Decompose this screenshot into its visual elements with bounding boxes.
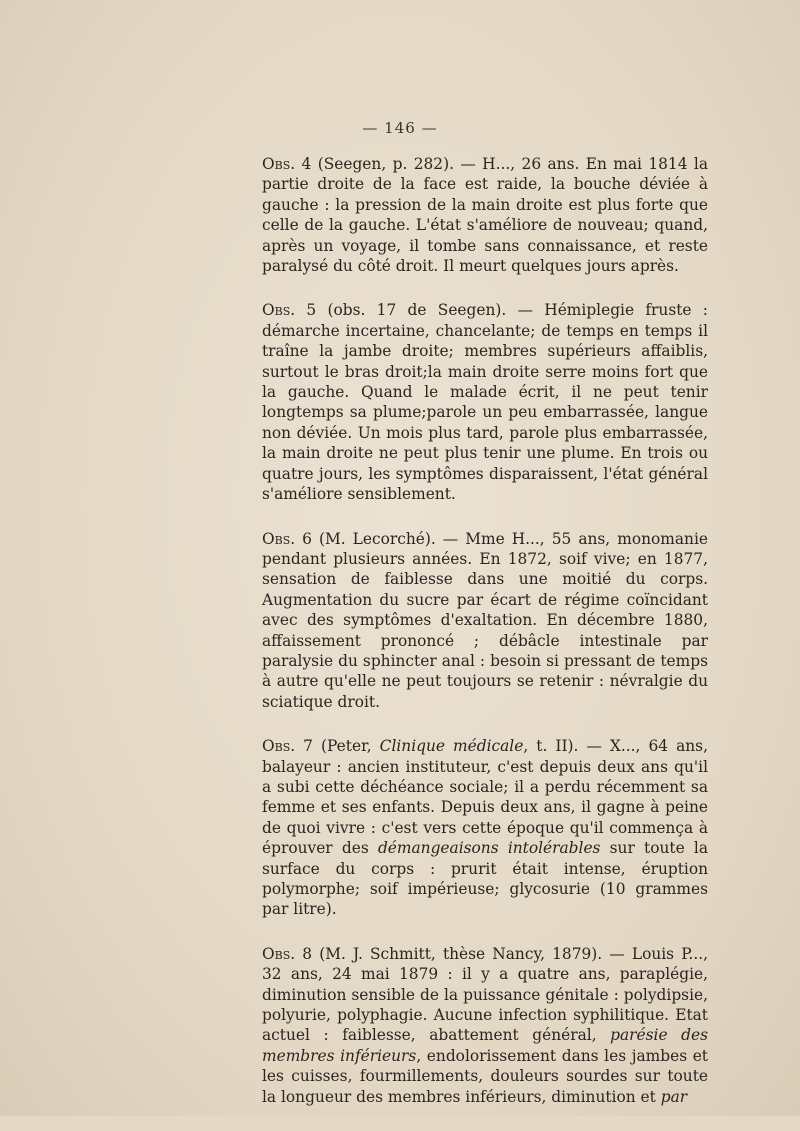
observation-text: (M. J. Schmitt, thèse Nancy, 1879). — Louis P..., 32 ans, 24 mai 1879 : il y a quatre ans, paraplégie, diminution sensible de la puissance génitale : polydipsie, polyurie, polyphagie. Aucune infection syphilitique. Etat actuel : faiblesse, abattement général, [262, 944, 708, 1045]
observation-label: Obs. 6 [262, 529, 312, 548]
observation-6 [262, 529, 708, 713]
observation-4 [262, 154, 708, 276]
observation-label: Obs. 7 [262, 737, 313, 756]
observation-label: Obs. 4 [262, 155, 312, 173]
italic-term: parésie des membres inférieurs [262, 1026, 708, 1065]
observation-text: , endolorissement dans les jambes et les cuisses, fourmillements, douleurs sourdes sur toute la longueur des membres inférieurs, diminution et [262, 1046, 708, 1106]
observation-text: (Peter, [312, 737, 380, 756]
italic-term: démangeaisons intolérables [377, 839, 601, 858]
observation-text: , t. II). — X..., 64 ans, balayeur : ancien instituteur, c'est depuis deux ans qu'il a subi cette déchéance sociale; il a perdu récemment sa femme et ses enfants. Depuis deux ans, il gagne à peine de quoi vivre : c'est vers cette époque qu'il commença à éprouver des [262, 737, 708, 858]
observation-8 [262, 944, 708, 1107]
observation-label: Obs. 5 [262, 301, 317, 320]
observation-text: (obs. 17 de Seegen). — Hémiplegie fruste : démarche incertaine, chancelante; de temps en temps il traîne la jambe droite; membres supérieurs affaiblis, surtout le bras droit;la main droite serre moins fort que la gauche. Quand le malade écrit, il ne peut tenir longtemps sa plume;parole un peu embarrassée, langue non déviée. Un mois plus tard, parole plus embarrassée, la main droite ne peut plus tenir une plume. En trois ou quatre jours, les symptômes disparaissent, l'état général s'améliore sensiblement. [262, 301, 708, 504]
observation-7 [262, 736, 708, 920]
observation-text: sur toute la surface du corps : prurit était intense, éruption polymorphe; soif impérieuse; glycosurie (10 grammes par litre). [262, 839, 708, 919]
italic-title: Clinique médicale [379, 737, 524, 756]
observation-text: (M. Lecorché). — Mme H..., 55 ans, monomanie pendant plusieurs années. En 1872, soif vive; en 1877, sensation de faiblesse dans une moitié du corps. Augmentation du sucre par écart de régime coïncidant avec des symptômes d'exaltation. En décembre 1880, affaissement prononcé ; débâcle intestinale par paralysie du sphincter anal : besoin si pressant de temps à autre qu'elle ne peut toujours se retenir : névralgie du sciatique droit. [262, 529, 708, 711]
observation-label: Obs. 8 [262, 944, 313, 963]
observation-5 [262, 300, 708, 504]
text-body [262, 154, 708, 1131]
italic-term: par [660, 1087, 688, 1106]
observation-text: (Seegen, p. 282). — H..., 26 ans. En mai 1814 la partie droite de la face est raide, la bouche déviée à gauche : la pression de la main droite est plus forte que celle de la gauche. L'état s'améliore de nouveau; quand, après un voyage, il tombe sans connaissance, et reste paralysé du côté droit. Il meurt quelques jours après. [262, 155, 708, 276]
page-number: — 146 — [362, 119, 438, 137]
